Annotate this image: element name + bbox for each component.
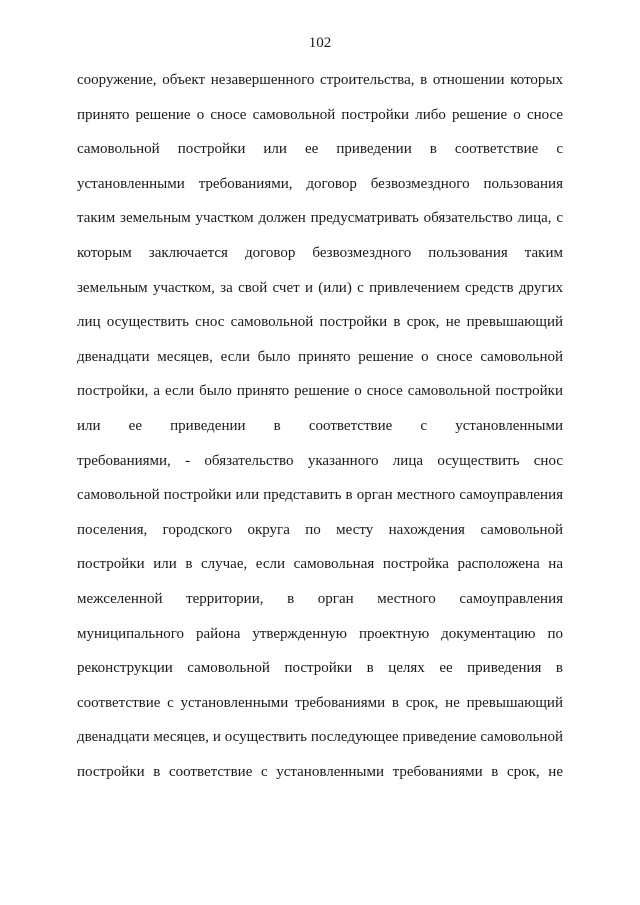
text-line: требованиями, - обязательство указанного лица осуществить снос <box>77 452 563 469</box>
text-line: лиц осуществить снос самовольной постройки в срок, не превышающий <box>77 314 563 331</box>
text-line: постройки или в случае, если самовольная постройка расположена на <box>77 556 563 573</box>
text-line: двенадцати месяцев, если было принято решение о сносе самовольной <box>77 348 563 365</box>
text-line: межселенной территории, в орган местного самоуправления <box>77 590 563 607</box>
text-line: которым заключается договор безвозмездного пользования таким <box>77 244 563 261</box>
text-line: постройки, а если было принято решение о сносе самовольной постройки <box>77 383 563 400</box>
page-number: 102 <box>308 35 332 51</box>
body-paragraph <box>77 70 563 796</box>
text-line: двенадцати месяцев, и осуществить последующее приведение самовольной <box>77 729 563 746</box>
text-line: реконструкции самовольной постройки в целях ее приведения в <box>77 660 563 677</box>
text-line: поселения, городского округа по месту нахождения самовольной <box>77 521 563 538</box>
text-line: самовольной постройки или представить в орган местного самоуправления <box>77 487 563 504</box>
text-line: земельным участком, за свой счет и (или) с привлечением средств других <box>77 279 563 296</box>
text-line: принято решение о сносе самовольной постройки либо решение о сносе <box>77 106 563 123</box>
text-line: или ее приведении в соответствие с установленными <box>77 417 563 434</box>
text-line: муниципального района утвержденную проектную документацию по <box>77 625 563 642</box>
text-line: таким земельным участком должен предусматривать обязательство лица, с <box>77 210 563 227</box>
text-line: постройки в соответствие с установленными требованиями в срок, не <box>77 763 563 780</box>
text-line: установленными требованиями, договор безвозмездного пользования <box>77 175 563 192</box>
text-line: самовольной постройки или ее приведении в соответствие с <box>77 141 563 158</box>
text-line: сооружение, объект незавершенного строительства, в отношении которых <box>77 72 563 88</box>
text-line: соответствие с установленными требованиями в срок, не превышающий <box>77 694 563 711</box>
